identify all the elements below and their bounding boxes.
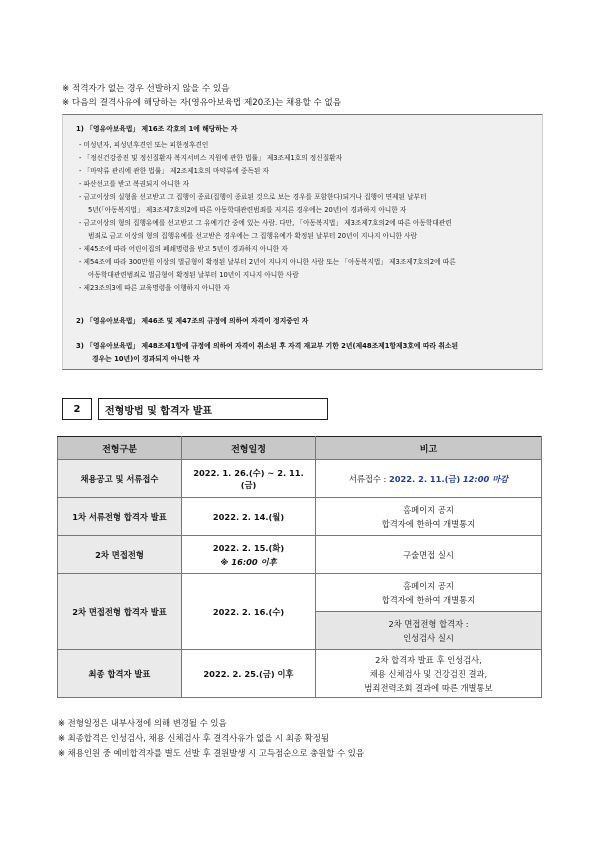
note-line: 채용 신체검사 및 건강검진 결과,	[369, 668, 488, 679]
note-line: 2차 합격자 발표 후 인성검사,	[375, 654, 482, 665]
note-cell	[316, 650, 542, 698]
disq-item: - 제23조의3에 따른 교육명령을 이행하지 아니한 자	[79, 284, 230, 292]
table-row	[58, 498, 542, 536]
note-cell	[316, 498, 542, 536]
disq-item: - 「정신건강증진 및 정신질환자 복지서비스 지원에 관한 법률」 제3조제1호의 정신질환자	[79, 154, 343, 162]
table-row	[58, 650, 542, 698]
deadline-date: 2022. 2. 11.(금)	[388, 473, 461, 484]
date-cell: 2022. 1. 26.(수) ~ 2. 11.(금)	[182, 460, 316, 498]
section-title: 전형방법 및 합격자 발표	[98, 398, 328, 420]
table-row	[58, 574, 542, 612]
note-cell	[316, 574, 542, 612]
schedule-table	[57, 436, 542, 698]
section-number: 2	[62, 398, 92, 420]
note-line: ※ 최종합격은 인성검사, 채용 신체검사 후 결격사유가 없을 시 최종 확정됨	[58, 733, 329, 743]
note-line: 인성검사 실시	[403, 632, 454, 643]
disq-item: - 금고이상의 형의 집행유예를 선고받고 그 유예기간 중에 있는 사람. 다만, 「아동복지법」 제3조제7호의2에 따른 아동학대관련	[79, 219, 452, 227]
disq-item-cont: 아동학대관련범죄로 벌금형이 확정된 날부터 10년이 지나지 아니한 사람	[88, 271, 299, 279]
disq-item: - 「마약류 관리에 관한 법률」 제2조제1호의 마약류에 중독된 자	[79, 167, 269, 175]
disq-item: - 미성년자, 피성년후견인 또는 피한정후견인	[79, 141, 209, 149]
time-line: ※ 16:00 이후	[220, 556, 277, 567]
date-cell	[182, 536, 316, 574]
disq-item: - 파산선고를 받고 복권되지 아니한 자	[79, 180, 189, 188]
note-line: ※ 채용인원 중 예비합격자를 별도 선발 후 결원발생 시 고득점순으로 충원할 수 있음	[58, 748, 364, 758]
disq-item: - 제54조에 따라 300만원 이상의 벌금형이 확정된 날부터 2년이 지나지 아니한 사람 또는 「아동복지법」 제3조제7호의2에 따른	[79, 258, 456, 266]
date-cell: 2022. 2. 25.(금) 이후	[182, 650, 316, 698]
table-row	[58, 536, 542, 574]
header-note: 비고	[316, 437, 542, 460]
note-cell	[316, 460, 542, 498]
note-line: 범죄전력조회 결과에 따른 개별통보	[364, 682, 493, 693]
header-date: 전형일정	[182, 437, 316, 460]
stage-cell: 2차 면접전형 합격자 발표	[58, 574, 182, 650]
note-cell: 구술면접 실시	[316, 536, 542, 574]
bottom-notes	[58, 716, 364, 761]
top-notes	[62, 82, 542, 110]
note-line: 2차 면접전형 합격자 :	[388, 618, 469, 629]
note-line: 홈페이지 공지	[403, 580, 454, 591]
note-line: ※ 전형일정은 내부사정에 의해 변경될 수 있음	[58, 718, 227, 728]
table-row	[58, 460, 542, 498]
disq-section-2-title: 2) 「영유아보육법」 제46조 및 제47조의 규정에 의하여 자격이 정지중인 자	[76, 317, 309, 325]
disq-item: - 금고이상의 실형을 선고받고 그 집행이 종료(집행이 종료된 것으로 보는 경우를 포함한다)되거나 집행이 면제된 날부터	[79, 193, 427, 201]
note-line: ※ 적격자가 없는 경우 선발하지 않을 수 있음	[62, 84, 230, 94]
date-line: 2022. 2. 15.(화)	[212, 542, 285, 553]
disq-section-1-title: 1) 「영유아보육법」 제16조 각호의 1에 해당하는 자	[76, 125, 238, 133]
note-line: 합격자에 한하여 개별통지	[381, 594, 476, 605]
disq-item: - 제45조에 따라 어린이집의 폐쇄명령을 받고 5년이 경과하지 아니한 자	[79, 245, 288, 253]
disq-section-3-title: 3) 「영유아보육법」 제48조제1항에 규정에 의하여 자격이 취소된 후 자격 재교부 기한 2년(제48조제1항제3호에 따라 취소된	[76, 342, 459, 350]
disq-item-cont: 범죄로 금고 이상의 형의 집행유예를 선고받은 경우에는 그 집행유예가 확정된 날부터 20년이 지나지 아니한 사람	[88, 232, 417, 240]
note-line: 홈페이지 공지	[403, 504, 454, 515]
stage-cell: 채용공고 및 서류접수	[58, 460, 182, 498]
stage-cell: 최종 합격자 발표	[58, 650, 182, 698]
header-stage: 전형구분	[58, 437, 182, 460]
note-prefix: 서류접수 :	[348, 473, 389, 484]
date-cell: 2022. 2. 16.(수)	[182, 574, 316, 650]
note-line: ※ 다음의 결격사유에 해당하는 자(영유아보육법 제20조)는 채용할 수 없음	[62, 98, 342, 108]
stage-cell: 1차 서류전형 합격자 발표	[58, 498, 182, 536]
date-cell: 2022. 2. 14.(월)	[182, 498, 316, 536]
disq-item-cont: 5년(「아동복지법」 제3조제7호의2에 따른 아동학대관련범죄를 저지른 경우에는 20년)이 경과하지 아니한 자	[88, 206, 407, 214]
disq-section-3-cont: 경우는 10년)이 경과되지 아니한 자	[92, 355, 200, 363]
note-cell	[316, 612, 542, 650]
note-line: 합격자에 한하여 개별통지	[381, 518, 476, 529]
deadline-time: 12:00 마감	[462, 473, 509, 484]
disqualification-box	[62, 114, 543, 370]
stage-cell: 2차 면접전형	[58, 536, 182, 574]
